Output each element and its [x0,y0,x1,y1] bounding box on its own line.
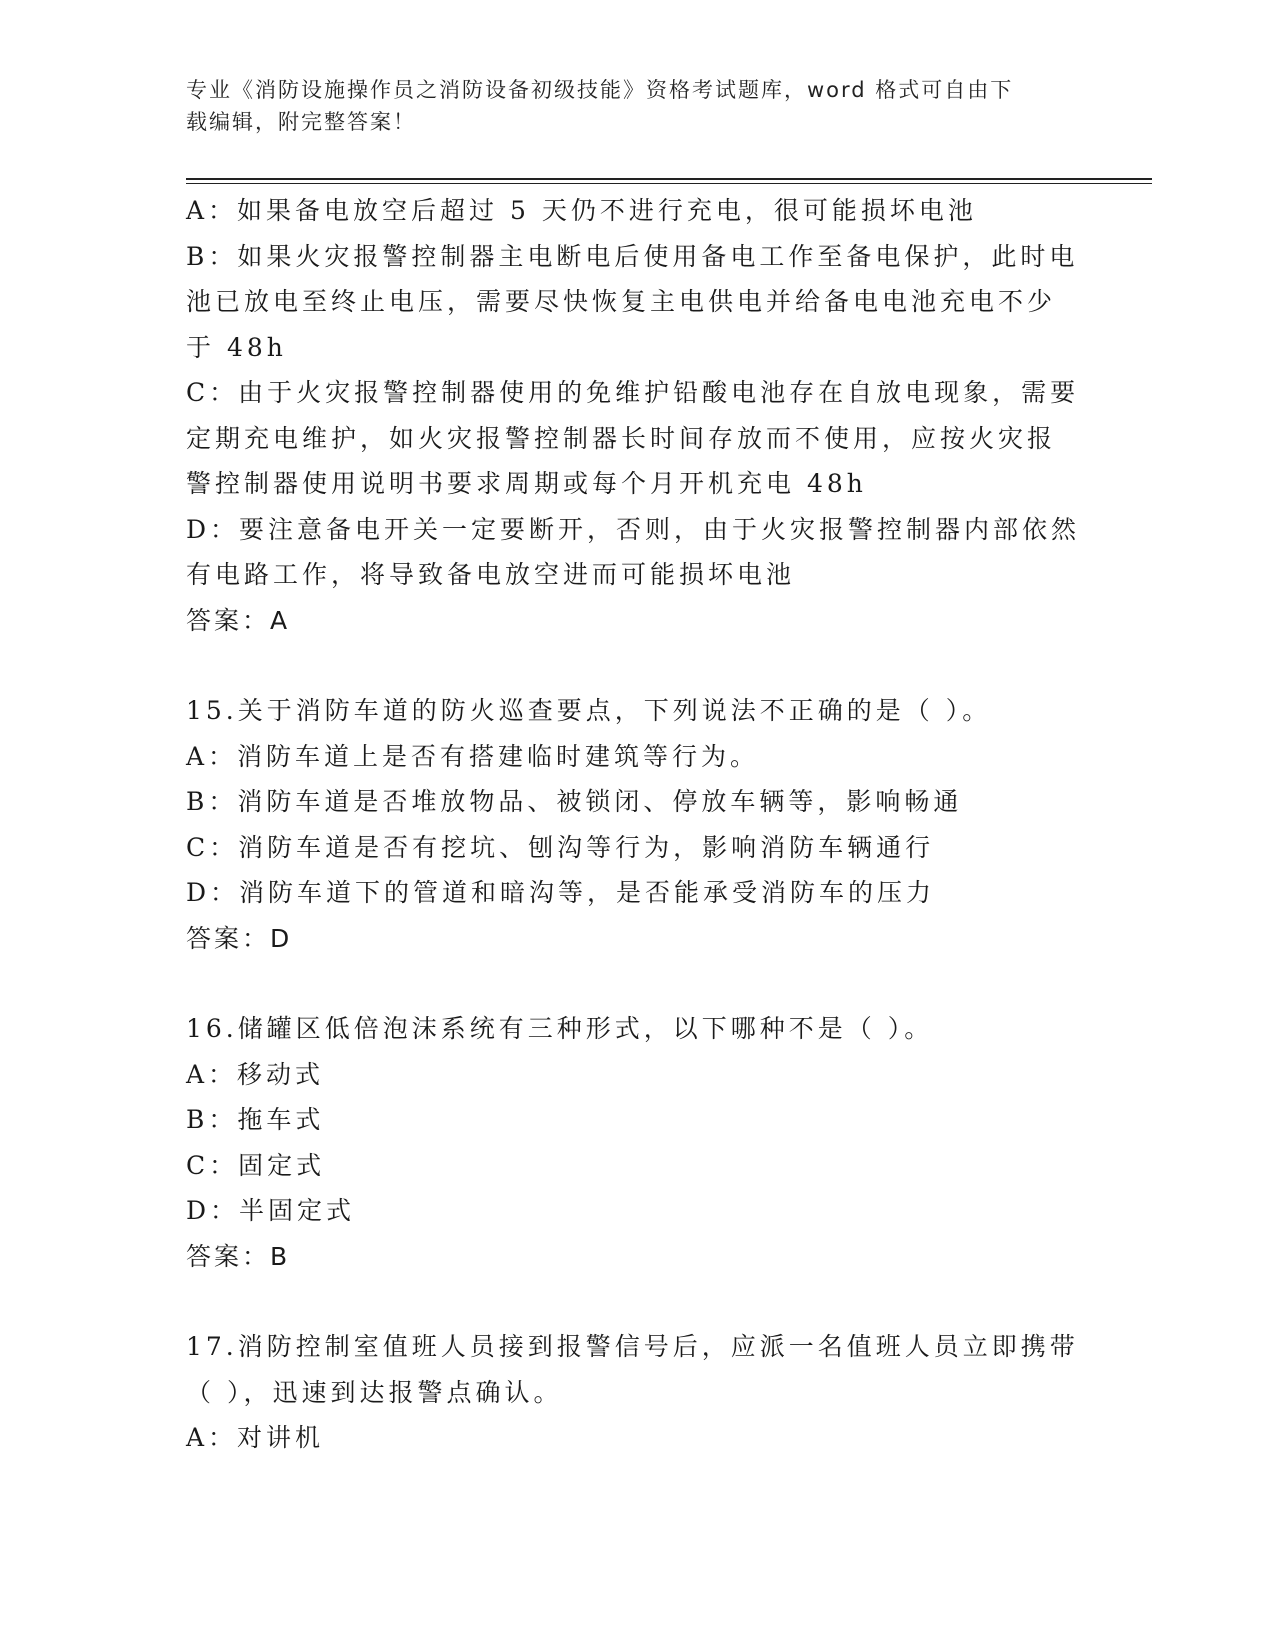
option-b-line-1: B：如果火灾报警控制器主电断电后使用备电工作至备电保护，此时电 [186,241,1079,271]
option-a: A：消防车道上是否有搭建临时建筑等行为。 [186,741,760,771]
header-line-2: 载编辑，附完整答案！ [186,110,416,134]
spacer [186,961,1066,1006]
answer-label: 答案：A [186,605,291,635]
option-b-line-2: 池已放电至终止电压，需要尽快恢复主电供电并给备电电池充电不少 [186,287,1057,316]
page-header [186,74,1066,138]
option-d-line-2: 有电路工作，将导致备电放空进而可能损坏电池 [186,560,796,589]
question-text-line-1: 17.消防控制室值班人员接到报警信号后，应派一名值班人员立即携带 [186,1332,1079,1361]
answer-label: 答案：B [186,1241,291,1271]
option-c-line-3: 警控制器使用说明书要求周期或每个月开机充电 48h [186,469,867,498]
question-content [186,188,1081,1461]
spacer [186,1279,1066,1324]
question-17-block [186,1324,1079,1461]
question-text: 16.储罐区低倍泡沫系统有三种形式，以下哪种不是（ ）。 [186,1014,934,1043]
question-15-block [186,688,1066,961]
option-d: D：消防车道下的管道和暗沟等，是否能承受消防车的压力 [186,878,936,907]
option-c-line-1: C：由于火灾报警控制器使用的免维护铅酸电池存在自放电现象，需要 [186,378,1080,407]
option-d-line-1: D：要注意备电开关一定要断开，否则，由于火灾报警控制器内部依然 [186,514,1081,544]
option-b: B：拖车式 [186,1105,325,1134]
question-text-line-2: （ ），迅速到达报警点确认。 [186,1377,563,1407]
option-a: A：移动式 [186,1059,325,1089]
option-c: C：固定式 [186,1150,326,1180]
option-c-line-2: 定期充电维护，如火灾报警控制器长时间存放而不使用，应按火灾报 [186,423,1057,453]
header-rule-thick [186,178,1152,180]
question-16-block [186,1006,1066,1279]
option-b-line-3: 于 48h [186,332,287,362]
question-14-block [186,188,1081,643]
header-rule-thin [186,183,1152,184]
option-c: C：消防车道是否有挖坑、刨沟等行为，影响消防车辆通行 [186,832,935,862]
question-text: 15.关于消防车道的防火巡查要点，下列说法不正确的是（ ）。 [186,696,992,725]
option-b: B：消防车道是否堆放物品、被锁闭、停放车辆等，影响畅通 [186,787,963,816]
header-line-1: 专业《消防设施操作员之消防设备初级技能》资格考试题库，word 格式可自由下 [186,78,1014,102]
option-a: A：对讲机 [186,1423,325,1452]
option-d: D：半固定式 [186,1196,356,1225]
spacer [186,643,1066,688]
answer-label: 答案：D [186,923,293,953]
option-a: A：如果备电放空后超过 5 天仍不进行充电，很可能损坏电池 [186,196,977,225]
